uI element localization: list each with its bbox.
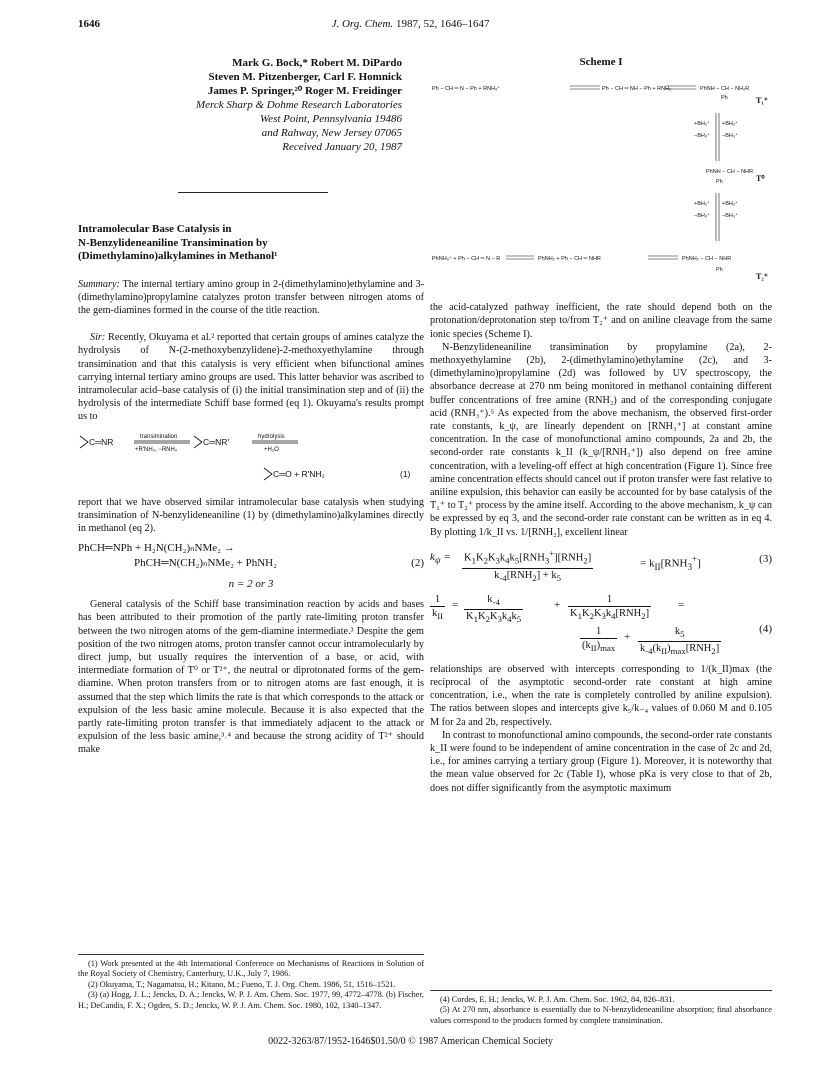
left-column bbox=[78, 56, 424, 757]
title-line: N-Benzylideneaniline Transimination by bbox=[78, 236, 268, 249]
paragraph bbox=[78, 331, 424, 423]
eq1-intermediate: C═NR' bbox=[203, 436, 230, 447]
summary bbox=[78, 278, 424, 318]
author-line: Mark G. Bock,* Robert M. DiPardo bbox=[232, 57, 402, 69]
svg-text:+BH₂⁺: +BH₂⁺ bbox=[694, 121, 710, 128]
svg-text:−BH₃⁺: −BH₃⁺ bbox=[694, 133, 710, 140]
title-line: (Dimethylamino)alkylamines in Methanol¹ bbox=[78, 250, 278, 262]
footnote: (5) At 270 nm, absorbance is essentially due to N-benzylideneaniline absorption; final absorbance values correspond to the products formed by complete transimination. bbox=[430, 1005, 772, 1025]
svg-text:PhNH₃⁺ + Ph − CH ═ N − R: PhNH₃⁺ + Ph − CH ═ N − R bbox=[432, 256, 501, 263]
author-line: Steven M. Pitzenberger, Carl F. Homnick bbox=[208, 71, 402, 83]
page-footer: 0022-3263/87/1952-1646$01.50/0 © 1987 American Chemical Society bbox=[268, 1036, 553, 1047]
page-number: 1646 bbox=[78, 18, 100, 30]
affiliation-line: Merck Sharp & Dohme Research Laboratories bbox=[195, 99, 402, 111]
footnote: (3) (a) Hogg, J. L.; Jencks, D. A.; Jencks, W. P. J. Am. Chem. Soc. 1977, 99, 4772–4778. (b) Fischer, H.; DeCandis, F. X.; Ogden, S. D.; Jencks, W. P. J. Am. Chem. Soc. 1980, 102, 1340–1347. bbox=[78, 990, 424, 1010]
svg-text:Ph − CH ═ NH − Ph + RNH₂: Ph − CH ═ NH − Ph + RNH₂ bbox=[602, 86, 672, 93]
eq2-condition: n = 2 or 3 bbox=[228, 578, 274, 591]
summary-label: Summary: bbox=[78, 278, 120, 290]
running-header bbox=[0, 18, 821, 30]
eq1-number: (1) bbox=[400, 468, 411, 479]
eq1-arrow2-top: hydrolysis bbox=[258, 433, 285, 440]
scheme-1-diagram bbox=[430, 73, 772, 293]
svg-text:Ph: Ph bbox=[716, 179, 723, 186]
paragraph: the acid-catalyzed pathway inefficient, the rate should depend both on the protonation/deprotonation step to/from T₂⁺ and on aniline cleavage from the same ionic species (Scheme I). bbox=[430, 302, 772, 340]
footnotes-left bbox=[78, 954, 424, 1011]
divider bbox=[178, 192, 328, 193]
paragraph: N-Benzylideneaniline transimination by propylamine (2a), 2-methoxyethylamine (2b), 2-(dimethylamino)ethylamine (2c), and 3-(dimethylamino)propylamine (2d) was followed by UV spectroscopy, the absorbance decrease at 270 nm being monitored in methanol containing different buffer concentrations of free amine (RNH₂) and of the corresponding conjugate acid (RNH₃⁺).⁵ As expected from the above mechanism, the observed first-order rate constants, k_ψ, are linearly dependent on [RNH₃⁺] at constant amine concentration. In the case of monofunctional amino compounds, 2a and 2b, the second-order rate constants k_II (k_ψ/[RNH₃⁺]) also depend on free amine concentration, with a leveling-off effect at high concentration (Figure 1). Since free amine concentration effects should cancel out if proton transfer were fast relative to aniline expulsion, this behavior can easily be accounted for by base catalysis of the T₁⁺ to T₂⁺ process by the amine itself. According to the above mechanism, k_ψ can be expressed by eq 3, and the second-order rate constant can be written as in eq 4. By plotting 1/k_II vs. 1/[RNH₂], excellent linear bbox=[430, 341, 772, 538]
svg-text:PhNH₂ + Ph − CH ═ NHR: PhNH₂ + Ph − CH ═ NHR bbox=[538, 256, 601, 263]
summary-text: The internal tertiary amino group in 2-(dimethylamino)ethylamine and 3-(dimethylamino)propylamine catalyzes proton transfer between nitrogen atoms of the gem-diamines formed in the course of the title reaction. bbox=[78, 278, 424, 316]
eq1-reactant: C═NR bbox=[89, 436, 114, 447]
svg-text:−BH₃⁺: −BH₃⁺ bbox=[722, 133, 738, 140]
eq1-arrow2-bottom: +H₂O bbox=[264, 446, 279, 453]
affiliation-line: and Rahway, New Jersey 07065 bbox=[261, 127, 402, 139]
svg-text:T₂⁺: T₂⁺ bbox=[756, 272, 768, 282]
svg-text:Ph − CH ═ N − Ph + RNH₃⁺: Ph − CH ═ N − Ph + RNH₃⁺ bbox=[432, 86, 501, 93]
equation-2 bbox=[78, 541, 424, 592]
footnote: (2) Okuyama, T.; Nagamatsu, H.; Kitano, M.; Fueno, T. J. Org. Chem. 1986, 51, 1516–1521. bbox=[88, 979, 396, 989]
footnote: (1) Work presented at the 4th International Conference on Mechanisms of Reactions in Solution of the Royal Society of Chemistry, Canterbury, U.K., July 7, 1986. bbox=[78, 959, 424, 979]
svg-text:T⁰: T⁰ bbox=[756, 174, 765, 184]
sir-label: Sir: bbox=[90, 332, 106, 344]
eq1-product: C═O + R'NH₂ bbox=[273, 468, 325, 479]
eq4-number: (4) bbox=[759, 622, 772, 635]
title-line: Intramolecular Base Catalysis in bbox=[78, 223, 232, 235]
eq2-line1: PhCH═NPh + H₂N(CH₂)ₙNMe₂ → bbox=[78, 542, 235, 555]
paragraph: report that we have observed similar intramolecular base catalysis when studying transimination of N-benzylideneaniline (1) by (dimethylamino)alkylamines directly in methanol (eq 2). bbox=[78, 496, 424, 534]
paragraph-text: Recently, Okuyama et al.² reported that certain groups of amines catalyze the hydrolysis of N-(2-methoxybenzylidene)-2-methoxyethylamine through transimination and that this catalysis is very efficient when bifunctional amines carrying internal tertiary amino groups are used. This latter behavior was ascribed to intramolecular acid–base catalysis of (i) the initial transimination step and of (ii) the hydrolysis of the intermediate Schiff base formed (eq 1). Okuyama's results prompt us to bbox=[78, 332, 424, 423]
svg-text:PhNH₂ − CH − NHR: PhNH₂ − CH − NHR bbox=[682, 256, 732, 263]
scheme-title: Scheme I bbox=[579, 56, 623, 68]
eq3-number: (3) bbox=[759, 552, 772, 565]
author-line: James P. Springer,²⁰ Roger M. Freidinger bbox=[207, 85, 402, 97]
eq2-line2-text: PhCH═N(CH₂)ₙNMe₂ + PhNH₂ bbox=[134, 557, 277, 570]
svg-text:T₁⁺: T₁⁺ bbox=[756, 96, 768, 106]
svg-text:−BH₃⁺: −BH₃⁺ bbox=[722, 213, 738, 220]
affiliation-line: West Point, Pennsylvania 19486 bbox=[260, 113, 402, 125]
paragraph: relationships are observed with intercepts corresponding to 1/(k_II)max (the reciprocal of the asymptotic second-order rate constant at high amine concentration, i.e., when the rate is completely controlled by aniline expulsion). The ratios between slopes and intercepts give k₅/k₋₄ values of 0.060 M and 0.105 M for 2a and 2b, respectively. bbox=[430, 663, 772, 728]
author-block bbox=[78, 56, 402, 98]
eq1-arrow1-top: transimination bbox=[140, 433, 178, 440]
paragraph: In contrast to monofunctional amino compounds, the second-order rate constants k_II were found to be independent of amine concentration in the case of 2c and 2d, i.e., for amines carrying a tertiary group (Figure 1). Moreover, it is noteworthy that the mean value observed for 2c (Table I), whose pKa is very close to that of 2b, does not differ significantly from the asymptotic maximum bbox=[430, 729, 772, 794]
equation-1-graphic bbox=[78, 430, 424, 490]
svg-text:Ph: Ph bbox=[721, 95, 728, 102]
svg-text:+BH₂⁺: +BH₂⁺ bbox=[694, 201, 710, 208]
volume-info: 1987, 52, 1646–1647 bbox=[395, 18, 490, 30]
svg-text:PhNH − CH − NH₂R: PhNH − CH − NH₂R bbox=[700, 86, 750, 93]
equation-3: $k_\psi$ = $K_1K_2K_3k_4k_5[RNH_3^+][RNH_2]$ $k_{-4}[RNH_2] + k_5$ = $k_{II}[RNH_3^+]$ (3) bbox=[430, 547, 772, 583]
equation-1 bbox=[78, 430, 424, 490]
svg-text:+BH₂⁺: +BH₂⁺ bbox=[722, 121, 738, 128]
svg-text:PhNH − CH − NHR: PhNH − CH − NHR bbox=[706, 169, 754, 176]
scheme-1-graphic bbox=[430, 73, 772, 293]
svg-text:Ph: Ph bbox=[716, 267, 723, 274]
journal-name: J. Org. Chem. bbox=[331, 18, 394, 30]
article-title bbox=[78, 223, 424, 264]
affiliation-block bbox=[78, 98, 402, 154]
received-date: Received January 20, 1987 bbox=[282, 141, 402, 153]
eq2-line2 bbox=[78, 556, 424, 571]
eq1-arrow1-bottom: +R'NH₂, −RNH₂ bbox=[135, 446, 178, 453]
footnote: (4) Cordes, E. H.; Jencks, W. P. J. Am. Chem. Soc. 1962, 84, 826–831. bbox=[440, 995, 675, 1004]
paragraph: General catalysis of the Schiff base transimination reaction by acids and bases has been attributed to their promotion of the partly rate-limiting proton transfer between the two nitrogen atoms of the gem-diamine intermediate.³ Despite the gem position of the two nitrogen atoms, proton transfer cannot occur intramolecularly by direct jump, but usually requires the intervention of a base, or acid, with intermediate formation of T⁰ or T²⁺, the neutral or diprotonated forms of the gem-diamine. When proton transfers from or to nitrogen atoms are fast enough, it is assumed that the step which limits the rate is that which corresponds to the attack or expulsion of the less basic amine molecule. Because it is also expected that the partly rate-limiting proton transfer is that immediately adjacent to the attack or expulsion of the less basic amine,³˒⁴ and because the strong acidity of T²⁺ should make bbox=[78, 599, 424, 756]
footnotes-right bbox=[430, 990, 772, 1026]
right-column bbox=[430, 56, 772, 795]
svg-text:+BH₂⁺: +BH₂⁺ bbox=[722, 201, 738, 208]
eq2-number: (2) bbox=[411, 557, 424, 570]
svg-text:−BH₃⁺: −BH₃⁺ bbox=[694, 213, 710, 220]
equation-4: 1 $k_{II}$ = $\frac{k_{-4}}{K_1K_2K_3k_4k_5}$ + 1 $K_1K_2K_3k_4[RNH_2]$ = 1 $(k_{II})_{max}$ + $k_5$ $k_{-4}(k_{II})_{max}[RNH_2]$ (4) bbox=[432, 593, 772, 657]
